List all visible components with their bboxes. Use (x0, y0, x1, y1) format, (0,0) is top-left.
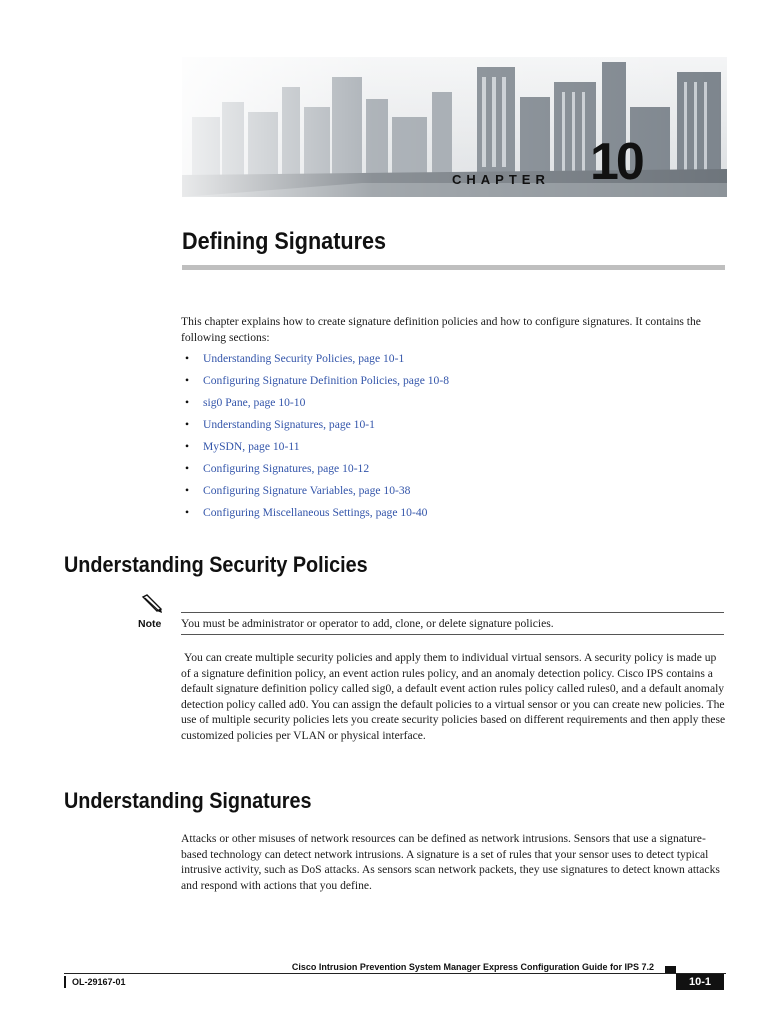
note-divider-top (181, 612, 724, 613)
bullet-icon: • (185, 506, 190, 519)
signatures-paragraph: Attacks or other misuses of network resources can be defined as network intrusions. Sensors that use a signature-based technology can detect network intrusions. A signature is a set of rules that your sensor uses to detect typical intrusive activity, such as DoS attacks. As sensors scan network packets, they use signatures to detect known attacks and respond with actions that you define. (181, 832, 720, 892)
guide-title: Cisco Intrusion Prevention System Manager Express Configuration Guide for IPS 7.2 (291, 962, 654, 972)
document-number: OL-29167-01 (64, 976, 126, 988)
section-list (181, 350, 726, 526)
note-divider-bottom (181, 634, 724, 635)
page-number: 10-1 (676, 974, 724, 990)
chapter-label: CHAPTER (452, 172, 550, 187)
note-label: Note (138, 618, 162, 630)
bullet-icon: • (185, 374, 190, 387)
heading-understanding-signatures: Understanding Signatures (64, 788, 312, 813)
list-item (181, 438, 726, 460)
toc-link-understanding-signatures[interactable]: Understanding Signatures, page 10-1 (203, 418, 375, 431)
toc-link-miscellaneous-settings[interactable]: Configuring Miscellaneous Settings, page 10-40 (203, 506, 428, 519)
security-policies-paragraph: You can create multiple security policies and apply them to individual virtual sensors. A security policy is made up of a signature definition policy, an event action rules policy, and an anomaly detection policy. Cisco IPS contains a default signature definition policy called sig0, a default event action rules policy called rules0, and a default anomaly detection policy called ad0. You can assign the default policies to a virtual sensor or you can create new policies. The use of multiple security policies lets you create security policies based on different requirements and then apply these customized policies per VLAN or physical interface. (181, 651, 726, 742)
list-item (181, 416, 726, 438)
list-item (181, 394, 726, 416)
bullet-icon: • (185, 352, 190, 365)
toc-link-signature-definition-policies[interactable]: Configuring Signature Definition Policies, page 10-8 (203, 374, 450, 387)
list-item (181, 350, 726, 372)
toc-link-signature-variables[interactable]: Configuring Signature Variables, page 10-38 (203, 484, 411, 497)
intro-paragraph: This chapter explains how to create signature definition policies and how to configure signatures. It contains the following sections: (181, 315, 701, 344)
bullet-icon: • (185, 396, 190, 409)
list-item (181, 482, 726, 504)
pencil-note-icon (140, 594, 164, 621)
chapter-title: Defining Signatures (182, 228, 387, 255)
toc-link-configuring-signatures[interactable]: Configuring Signatures, page 10-12 (203, 462, 370, 475)
bullet-icon: • (185, 462, 190, 475)
list-item (181, 504, 726, 526)
toc-link-security-policies[interactable]: Understanding Security Policies, page 10-1 (203, 352, 405, 365)
bullet-icon: • (185, 484, 190, 497)
bullet-icon: • (185, 440, 190, 453)
list-item (181, 372, 726, 394)
toc-link-mysdn[interactable]: MySDN, page 10-11 (203, 440, 300, 453)
chapter-number: 10 (590, 133, 642, 191)
list-item (181, 460, 726, 482)
title-divider (182, 265, 725, 270)
bullet-icon: • (185, 418, 190, 431)
note-text: You must be administrator or operator to add, clone, or delete signature policies. (181, 617, 554, 630)
footer-divider (64, 973, 726, 974)
heading-security-policies: Understanding Security Policies (64, 552, 368, 577)
toc-link-sig0-pane[interactable]: sig0 Pane, page 10-10 (203, 396, 306, 409)
